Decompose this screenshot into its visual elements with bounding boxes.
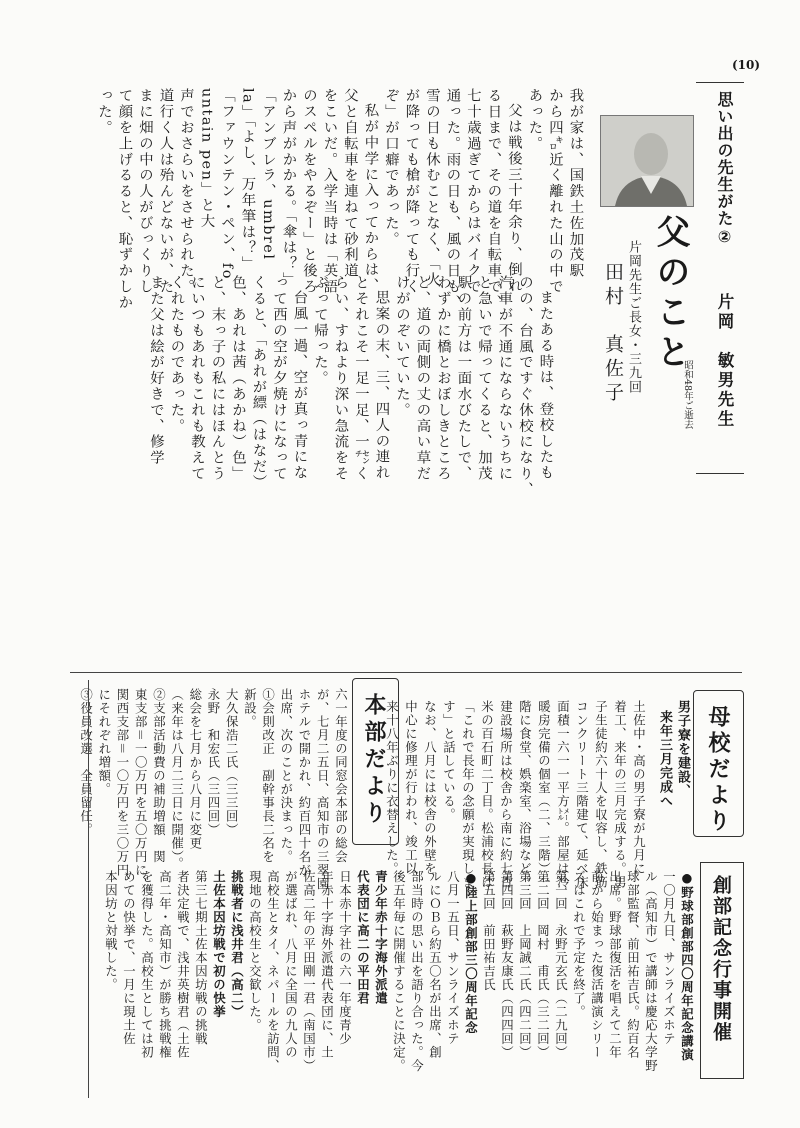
article-column: ぞ」が口癖であった。 — [382, 88, 399, 247]
article-column: 雪の日も休むことなく、「火 — [423, 88, 440, 288]
article-column: ぶって帰った。 — [311, 275, 328, 387]
series-teacher: 片岡 敏男先生 — [715, 293, 734, 430]
article-column: が降っても槍が降っても行く — [403, 88, 420, 295]
bosu-column: コンクリート三階建て、延べ床 — [574, 700, 590, 889]
article-column: から声がかかる。「傘は？」 — [280, 88, 297, 288]
sobu-heading: 代表団に高二の平田君 — [355, 870, 371, 1005]
article-column: をこいだ。入学当時は「英語 — [321, 88, 338, 295]
sobu-box — [700, 862, 744, 1079]
author-affiliation: 片岡先生ご長女・三九回 — [626, 240, 641, 394]
author-father-photo — [600, 115, 694, 207]
sobu-column: 佐高二年の平田剛一君（南国市） — [301, 870, 317, 1073]
sobu-column: 一〇月九日、サンライズホテ — [661, 870, 677, 1046]
article-column: 我が家は、国鉄土佐加茂駅 — [567, 88, 584, 279]
bosu-column: なお、八月には校舎の外壁を — [422, 700, 438, 876]
article-column: と、道の両側の丈の高い草だ — [414, 275, 431, 482]
honbu-column: にそれぞれ増額。 — [96, 688, 112, 796]
sobu-column: ルにＯＢら約五〇名が出席、創 — [427, 870, 443, 1059]
article-column: 「アンブレラ、umbrel — [259, 88, 276, 261]
article-column: 通った。雨の日も、風の日も、 — [444, 88, 461, 311]
article-column: のの、台風ですぐ休校になり、 — [516, 275, 533, 498]
sobu-column: 後五年毎に開催することに決定。 — [391, 870, 407, 1073]
honbu-column: 大久保浩二氏（三三回） — [224, 688, 240, 837]
article-column: て顔を上げるると、恥ずかしか — [116, 88, 133, 311]
honbu-column: 新設。 — [242, 688, 258, 729]
series-header — [696, 82, 744, 474]
article-column: 声でおさらいをさせられた。 — [177, 88, 194, 295]
bosu-box — [693, 690, 744, 837]
article-column: る日まで、その道を自転車で、 — [485, 88, 502, 311]
author-name: 田村 真佐子 — [602, 262, 624, 406]
sobu-column: 本因坊と対戦した。 — [103, 870, 119, 992]
sobu-column: 第一回 永野元玄氏（二九回） — [553, 870, 569, 1059]
article-column: わずかに橋とおぼしきところ — [434, 275, 451, 482]
article-column: 私が中学に入ってからは、 — [362, 103, 379, 294]
sobu-column: 者決定戦で、浅井英樹君（土佐 — [175, 870, 191, 1059]
article-column: にいつもあれもこれも教えて — [188, 275, 205, 482]
column-divider — [88, 680, 89, 1098]
sobu-heading: ●野球部創部四〇周年記念講演 — [679, 870, 695, 1062]
article-column: 色、あれは茜（あかね）色」 — [229, 275, 246, 482]
sobu-heading: 青少年赤十字海外派遣 — [373, 870, 389, 1005]
article-column: あった。 — [526, 88, 543, 152]
sobu-column: 出席。野球部復活を唱えて二年 — [607, 870, 623, 1059]
article-column: 思案の末、三、四人の連れ — [373, 290, 390, 481]
bosu-column: す」と話している。 — [441, 700, 457, 822]
article-column: 父は戦後三十年余り、倒れ — [505, 103, 522, 294]
honbu-title: 本部だより — [361, 693, 386, 828]
article-column: から四㌔近く離れた山の中で — [546, 88, 563, 295]
bosu-column: 着工、来年の三月完成する。男 — [612, 700, 628, 889]
article-column: まに畑の中の人がびっくりし — [136, 88, 153, 295]
sobu-column: が選ばれ、八月に全国の九人の — [283, 870, 299, 1059]
article-column: くれたものであった。 — [168, 275, 185, 434]
sobu-column: ル（高知市）で講師は慶応大学野 — [643, 870, 659, 1073]
bosu-column: 子生徒約六十人を収容し、鉄筋 — [593, 700, 609, 889]
sobu-column: 年赤十字海外派遣代表団に、土 — [319, 870, 335, 1059]
article-column: って西の空が夕焼けになって — [270, 275, 287, 482]
bosu-column: 面積一六一一平方㍍。部屋は冷 — [555, 700, 571, 889]
sobu-column: 第四回 萩野友康氏（四四回） — [499, 870, 515, 1059]
bosu-column: 来十八年ぶりに衣替えした。 — [384, 700, 400, 876]
article-column: と、末っ子の私にはほんとう — [209, 275, 226, 482]
sobu-heading: 土佐本因坊戦で初の快挙 — [211, 870, 227, 1019]
honbu-column: 関西支部＝一〇万円を三〇万円 — [115, 688, 130, 877]
article-column: 「ファウンテン・ペン、fo — [218, 88, 235, 280]
bosu-headline-1: 男子寮を建設、 — [675, 700, 690, 798]
sobu-column: めての快挙で、一月に現土佐 — [121, 870, 137, 1046]
honbu-column: 総会を七月から八月に変更 — [187, 688, 203, 850]
article-column: とそれこそ一足一足、一㌢く — [352, 275, 369, 482]
honbu-column: ②支部活動費の補助増額 関 — [151, 688, 167, 864]
honbu-box — [352, 678, 399, 845]
sobu-column: 高二年・高知市）が勝ち挑戦権 — [157, 870, 173, 1059]
sobu-column: 前から始まった復活講演シリー — [589, 870, 605, 1059]
article-column: またある時は、登校したも — [537, 290, 554, 481]
honbu-column: ③役員改選 全員留任。 — [78, 688, 94, 837]
sobu-column: 部当時の思い出を語り合った。今 — [409, 870, 425, 1073]
bosu-column: 階に食堂、娯楽室、浴場など。 — [517, 700, 533, 889]
bosu-column: 暖房完備の個室（二、三階）一 — [536, 700, 552, 889]
honbu-column: ホテルで開かれ、約百四十名が — [297, 688, 312, 877]
article-column: 汽車が不通にならないうちに — [496, 275, 513, 482]
article-column: った。 — [95, 88, 112, 136]
article-column: また父は絵が好きで、修学 — [147, 275, 164, 466]
bosu-column: 建設場所は校舎から南に約七百 — [498, 700, 514, 889]
sobu-title: 創部記念行事開催 — [710, 875, 732, 1043]
bosu-column: 中心に修理が行われ、竣工以 — [403, 700, 419, 876]
bosu-column: 「これで長年の念願が実現しま — [460, 700, 476, 889]
section-divider — [70, 672, 742, 673]
honbu-column: 東支部＝一〇万円を五〇万円に、 — [133, 688, 149, 891]
sobu-column: 球部監督、前田祐吉氏。約百名 — [625, 870, 641, 1059]
sobu-heading: ●陸上部創部三〇周年記念 — [463, 870, 479, 1035]
article-title: 父のこと — [650, 214, 690, 374]
honbu-column: 六一年度の同窓会本部の総会 — [333, 688, 349, 864]
bosu-column: 土佐中・高の男子寮が九月に — [631, 700, 647, 876]
article-column: けがのぞいていた。 — [393, 275, 410, 419]
sobu-column: 現地の高校生と交歓した。 — [247, 870, 263, 1032]
sobu-heading: 挑戦者に浅井君（高二） — [229, 870, 245, 1019]
article-column: らい、すねより深い急流をそ — [332, 275, 349, 482]
sobu-column: 第二回 岡村 甫氏（三二回） — [535, 870, 551, 1059]
bosu-title: 母校だより — [705, 705, 730, 835]
article-column: くると、「あれが縹（はなだ） — [250, 275, 267, 491]
bosu-column: 米の百石町二丁目。松浦校長は — [479, 700, 495, 889]
honbu-column: が、七月二五日、高知市の三翠園 — [315, 688, 331, 891]
sobu-column: 日本赤十字社の六一年度青少 — [337, 870, 353, 1046]
sobu-column: ズはこれで予定を終了。 — [571, 870, 587, 1019]
sobu-column: 八月一五日、サンライズホテ — [445, 870, 461, 1046]
article-column: と急いで帰ってくると、加茂 — [475, 275, 492, 482]
article-column: untain pen」と大 — [198, 88, 215, 230]
series-note: 昭和48年ご逝去 — [682, 360, 693, 430]
sobu-column: 高校生とタイ、ネパールを訪問、 — [265, 870, 281, 1073]
sobu-column: を獲得した。高校生としては初 — [139, 870, 155, 1059]
sobu-column: 第三七期土佐本因坊戦の挑戦 — [193, 870, 209, 1046]
sobu-column: 第三回 上岡誠二氏（四二回） — [517, 870, 533, 1059]
article-column: のスペルをやるぞー」と後ろ — [300, 88, 317, 295]
article-column: la」「よし、万年筆は？」 — [239, 88, 256, 272]
article-column: 道行く人は殆んどないが、た — [157, 88, 174, 295]
article-column: 七十歳過ぎてからはバイクで — [464, 88, 481, 295]
article-column: 父と自転車を連ねて砂利道 — [341, 88, 358, 279]
honbu-column: ①会則改正 副幹事長二名を — [260, 688, 276, 864]
article-column: 台風一過、空が真っ青にな — [291, 290, 308, 481]
page-number: (10) — [731, 58, 760, 72]
honbu-column: 永野 和宏氏（三四回） — [206, 688, 221, 837]
series-title: 思い出の先生がた② — [715, 91, 734, 247]
honbu-column: 出席、次のことが決まった。 — [278, 688, 294, 864]
sobu-column: 第五回 前田祐吉氏 — [481, 870, 497, 992]
honbu-column: （来年は八月二三日に開催）。 — [169, 688, 185, 871]
article-column: 駅の前方は一面水びたしで、 — [455, 275, 472, 482]
bosu-headline-2: 来年三月完成へ — [657, 710, 672, 808]
